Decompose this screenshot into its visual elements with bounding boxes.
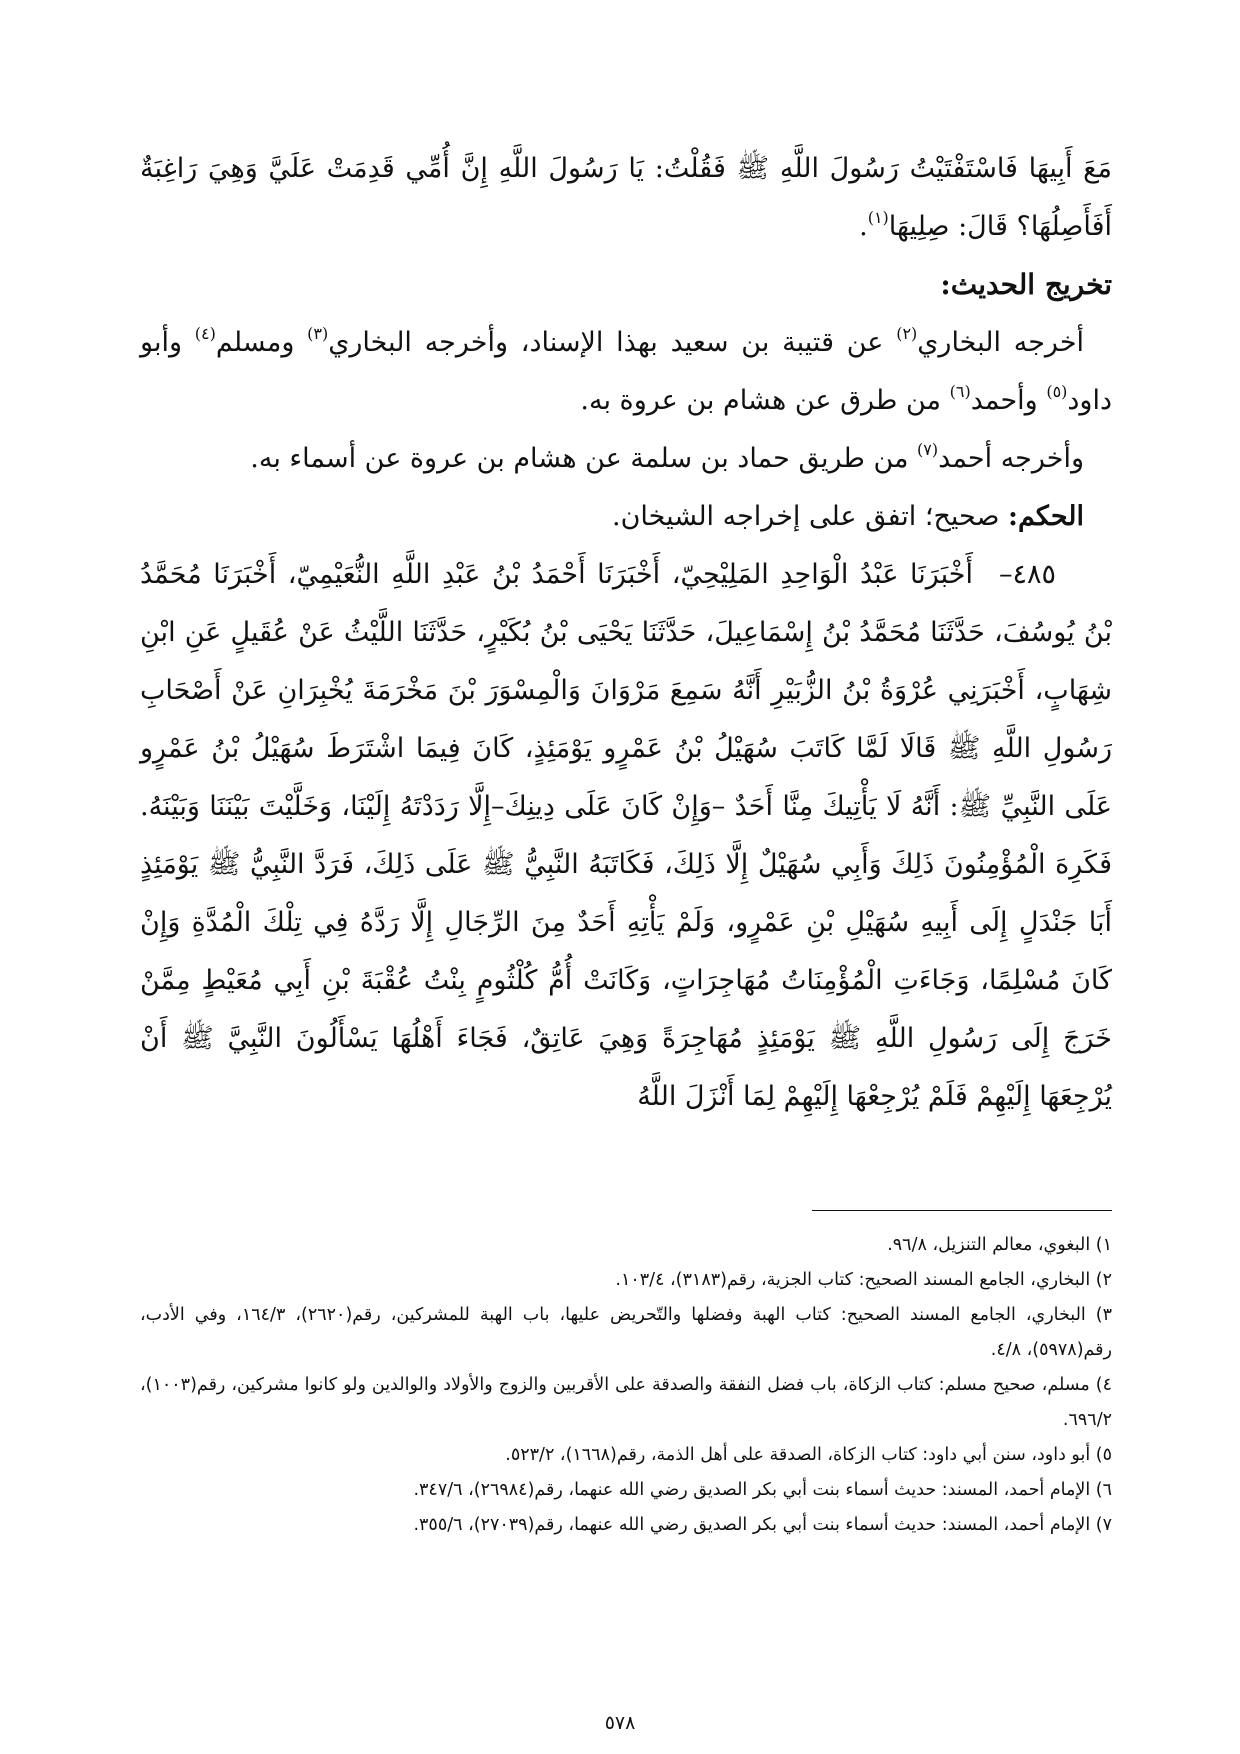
hadith-continuation-text: مَعَ أَبِيهَا فَاسْتَفْتَيْتُ رَسُولَ اللَّهِ ﷺ فَقُلْتُ: يَا رَسُولَ اللَّهِ إِنَّ أُمِّي قَدِمَتْ عَلَيَّ وَهِيَ رَاغِبَةٌ أَفَأَصِلُهَا؟ قَالَ: صِلِيهَا (140, 153, 1112, 242)
footnote-1: ١) البغوي، معالم التنزيل، ٩٦/٨. (887, 1235, 1112, 1255)
takhrij-paragraph-2 (140, 430, 1112, 488)
takhrij-1-seg-3: وأبو داود (140, 327, 1112, 416)
takhrij-1-seg-4: وأحمد (970, 385, 1047, 416)
footnote-2: ٢) البخاري، الجامع المسند الصحيح: كتاب الجزية، رقم(٣١٨٣)، ١٠٣/٤. (615, 1270, 1112, 1290)
hukm-text: صحيح؛ اتفق على إخراجه الشيخان. (612, 501, 1008, 532)
footnote-ref-5[interactable]: (٥) (1046, 382, 1068, 401)
footnote-ref-3[interactable]: (٣) (307, 324, 329, 343)
footnote-ref-2[interactable]: (٢) (896, 324, 918, 343)
takhrij-heading: تخريج الحديث: (940, 268, 1112, 301)
footnote-3: ٣) البخاري، الجامع المسند الصحيح: كتاب الهبة وفضلها والتّحريض عليها، باب الهبة للمشركين، رقم(٢٦٢٠)، ١٦٤/٣، وفي الأدب، رقم(٥٩٧٨)، ٤/٨. (140, 1305, 1113, 1360)
footnote-ref-7[interactable]: (٧) (917, 440, 939, 459)
footnote-separator (812, 1210, 1112, 1211)
page-number: ٥٧٨ (604, 1712, 636, 1734)
hukm-label: الحكم: (1007, 501, 1084, 532)
takhrij-1-seg-1: عن قتيبة بن سعيد بهذا الإسناد، وأخرجه البخاري (328, 327, 897, 358)
takhrij-1-seg-0: أخرجه البخاري (917, 327, 1085, 358)
takhrij-1-seg-2: ومسلم (215, 327, 308, 358)
footnote-7: ٧) الإمام أحمد، المسند: حديث أسماء بنت أبي بكر الصديق رضي الله عنهما، رقم(٢٧٠٣٩)، ٣٥٥/٦. (413, 1515, 1112, 1535)
footnote-5: ٥) أبو داود، سنن أبي داود: كتاب الزكاة، الصدقة على أهل الذمة، رقم(١٦٦٨)، ٥٢٣/٢. (505, 1445, 1112, 1465)
footnote-ref-4[interactable]: (٤) (194, 324, 216, 343)
footnote-ref-6[interactable]: (٦) (949, 382, 971, 401)
page-body (140, 140, 1112, 1126)
footnote-4: ٤) مسلم، صحيح مسلم: كتاب الزكاة، باب فضل النفقة والصدقة على الأقربين والزوج والأولاد والوالدين ولو كانوا مشركين، رقم(١٠٠٣)، ٦٩٦/٢. (140, 1375, 1112, 1430)
takhrij-1-seg-5: من طرق عن هشام بن عروة به. (580, 385, 950, 416)
footnote-6: ٦) الإمام أحمد، المسند: حديث أسماء بنت أبي بكر الصديق رضي الله عنهما، رقم(٢٦٩٨٤)، ٣٤٧/٦. (413, 1480, 1112, 1500)
footnotes (140, 1228, 1112, 1543)
hukm-paragraph (140, 488, 1112, 546)
takhrij-2-seg-0: وأخرجه أحمد (938, 443, 1084, 474)
hadith-485 (140, 546, 1112, 1126)
takhrij-2-seg-1: من طريق حماد بن سلمة عن هشام بن عروة عن أسماء به. (250, 443, 918, 474)
takhrij-paragraph-1 (140, 314, 1112, 430)
hadith-continuation (140, 140, 1112, 256)
hadith-text: أَخْبَرَنَا عَبْدُ الْوَاحِدِ المَلِيْحِيّ، أَخْبَرَنَا أَحْمَدُ بْنُ عَبْدِ اللَّهِ النُّعَيْمِيّ، أَخْبَرَنَا مُحَمَّدُ بْنُ يُوسُفَ، حَدَّثَنَا مُحَمَّدُ بْنُ إِسْمَاعِيلَ، حَدَّثَنَا يَحْيَى بْنُ بُكَيْرٍ، حَدَّثَنَا اللَّيْثُ عَنْ عُقَيلٍ عَنِ ابْنِ شِهَابٍ، أَخْبَرَنِي عُرْوَةُ بْنُ الزُّبَيْرِ أَنَّهُ سَمِعَ مَرْوَانَ وَالْمِسْوَرَ بْنَ مَخْرَمَةَ يُخْبِرَانِ عَنْ أَصْحَابِ رَسُولِ اللَّهِ ﷺ قَالَا لَمَّا كَاتَبَ سُهَيْلُ بْنُ عَمْرٍو يَوْمَئِذٍ، كَانَ فِيمَا اشْتَرَطَ سُهَيْلُ بْنُ عَمْرٍو عَلَى النَّبِيِّ ﷺ: أَنَّهُ لَا يَأْتِيكَ مِنَّا أَحَدٌ –وَإِنْ كَانَ عَلَى دِينِكَ–إِلَّا رَدَدْتَهُ إِلَيْنَا، وَخَلَّيْتَ بَيْنَنَا وَبَيْنَهُ. فَكَرِهَ الْمُؤْمِنُونَ ذَلِكَ وَأَبِي سُهَيْلٌ إِلَّا ذَلِكَ، فَكَاتَبَهُ النَّبِيُّ ﷺ عَلَى ذَلِكَ، فَرَدَّ النَّبِيُّ ﷺ يَوْمَئِذٍ أَبَا جَنْدَلٍ إِلَى أَبِيهِ سُهَيْلِ بْنِ عَمْرٍو، وَلَمْ يَأْتِهِ أَحَدٌ مِنَ الرِّجَالِ إِلَّا رَدَّهُ فِي تِلْكَ الْمُدَّةِ وَإِنْ كَانَ مُسْلِمًا، وَجَاءَتِ الْمُؤْمِنَاتُ مُهَاجِرَاتٍ، وَكَانَتْ أُمُّ كُلْثُومٍ بِنْتُ عُقْبَةَ بْنِ أَبِي مُعَيْطٍ مِمَّنْ خَرَجَ إِلَى رَسُولِ اللَّهِ ﷺ يَوْمَئِذٍ مُهَاجِرَةً وَهِيَ عَاتِقٌ، فَجَاءَ أَهْلُهَا يَسْأَلُونَ النَّبِيَّ ﷺ أَنْ يُرْجِعَهَا إِلَيْهِمْ فَلَمْ يُرْجِعْهَا إِلَيْهِمْ لِمَا أَنْزَلَ اللَّهُ (140, 559, 1112, 1112)
period: . (859, 211, 868, 242)
hadith-number: ٤٨٥– (998, 559, 1056, 590)
footnote-ref-1[interactable]: (١) (867, 208, 889, 227)
